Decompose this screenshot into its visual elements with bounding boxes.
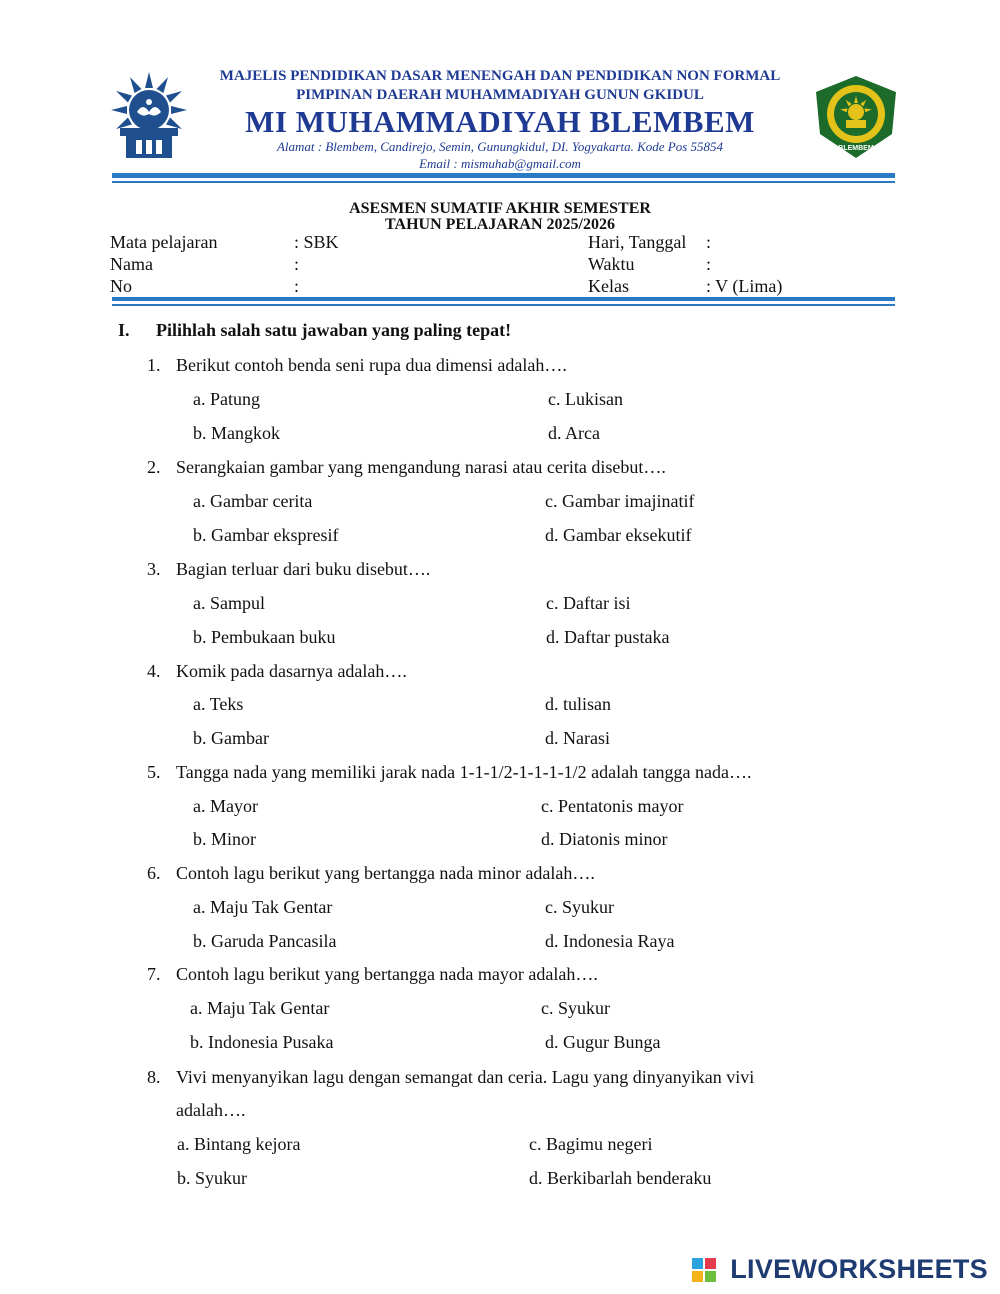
- option-c[interactable]: c. Syukur: [545, 897, 614, 917]
- question-text: Tangga nada yang memiliki jarak nada 1-1-1/2-1-1-1-1/2 adalah tangga nada….: [176, 762, 752, 782]
- question-text: Komik pada dasarnya adalah….: [176, 661, 407, 681]
- info-value-number: :: [294, 276, 300, 296]
- option-d[interactable]: d. Daftar pustaka: [546, 627, 670, 647]
- question-number: 3.: [147, 559, 161, 579]
- info-label-class: Kelas: [588, 276, 629, 296]
- info-label-time: Waktu: [588, 254, 635, 274]
- option-b[interactable]: b. Minor: [193, 829, 256, 849]
- option-b[interactable]: b. Mangkok: [193, 423, 280, 443]
- question-text: Vivi menyanyikan lagu dengan semangat dan ceria. Lagu yang dinyanyikan vivi: [176, 1067, 755, 1087]
- info-value-name: :: [294, 254, 300, 274]
- liveworksheets-logo-icon: [692, 1258, 718, 1282]
- school-address: Alamat : Blembem, Candirejo, Semin, Gunungkidul, DI. Yogyakarta. Kode Pos 55854: [276, 139, 724, 154]
- option-a[interactable]: a. Maju Tak Gentar: [193, 897, 333, 917]
- info-value-date: :: [706, 232, 712, 252]
- question-text: Berikut contoh benda seni rupa dua dimensi adalah….: [176, 355, 567, 375]
- option-b[interactable]: b. Syukur: [177, 1168, 248, 1188]
- option-b[interactable]: b. Pembukaan buku: [193, 627, 336, 647]
- option-d[interactable]: d. Narasi: [545, 728, 610, 748]
- option-b[interactable]: b. Garuda Pancasila: [193, 931, 337, 951]
- question-number: 1.: [147, 355, 161, 375]
- school-email: Email : mismuhab@gmail.com: [419, 156, 581, 171]
- section-number: I.: [118, 320, 130, 340]
- option-c[interactable]: c. Syukur: [541, 998, 610, 1018]
- liveworksheets-brand: LIVEWORKSHEETS: [730, 1254, 988, 1284]
- header-line-2: PIMPINAN DAERAH MUHAMMADIYAH GUNUN GKIDUL: [296, 87, 704, 103]
- header-rule-thick: [112, 173, 895, 178]
- question-number: 2.: [147, 457, 161, 477]
- option-a[interactable]: a. Teks: [193, 694, 244, 714]
- info-value-class: : V (Lima): [706, 276, 783, 296]
- option-c[interactable]: c. Lukisan: [548, 389, 623, 409]
- option-c[interactable]: c. Bagimu negeri: [529, 1134, 653, 1154]
- question-number: 6.: [147, 863, 161, 883]
- exam-title: ASESMEN SUMATIF AKHIR SEMESTER: [349, 200, 651, 217]
- option-a[interactable]: a. Gambar cerita: [193, 491, 313, 511]
- header-line-1: MAJELIS PENDIDIKAN DASAR MENENGAH DAN PENDIDIKAN NON FORMAL: [219, 68, 781, 84]
- info-label-subject: Mata pelajaran: [110, 232, 218, 252]
- right-logo-text: BLEMBEM: [838, 145, 874, 152]
- info-rule-thick: [112, 297, 895, 301]
- option-a[interactable]: a. Bintang kejora: [177, 1134, 301, 1154]
- question-number: 7.: [147, 964, 161, 984]
- option-d[interactable]: d. Indonesia Raya: [545, 931, 675, 951]
- option-a[interactable]: a. Mayor: [193, 796, 258, 816]
- option-c[interactable]: c. Daftar isi: [546, 593, 631, 613]
- question-text: Bagian terluar dari buku disebut….: [176, 559, 431, 579]
- question-number: 8.: [147, 1067, 161, 1087]
- info-rule-thin: [112, 304, 895, 306]
- question-number: 5.: [147, 762, 161, 782]
- info-label-number: No: [110, 276, 132, 296]
- question-text: Contoh lagu berikut yang bertangga nada mayor adalah….: [176, 964, 598, 984]
- option-b[interactable]: b. Gambar ekspresif: [193, 525, 339, 545]
- exam-year: TAHUN PELAJARAN 2025/2026: [385, 216, 615, 233]
- option-d[interactable]: d. Gugur Bunga: [545, 1032, 661, 1052]
- question-number: 4.: [147, 661, 161, 681]
- option-d[interactable]: d. Berkibarlah benderaku: [529, 1168, 712, 1188]
- question-text: Serangkaian gambar yang mengandung narasi atau cerita disebut….: [176, 457, 666, 477]
- option-d[interactable]: d. Gambar eksekutif: [545, 525, 692, 545]
- option-d[interactable]: d. Arca: [548, 423, 600, 443]
- option-a[interactable]: a. Sampul: [193, 593, 265, 613]
- info-value-time: :: [706, 254, 712, 274]
- info-label-date: Hari, Tanggal: [588, 232, 687, 252]
- option-b[interactable]: b. Gambar: [193, 728, 269, 748]
- option-b[interactable]: b. Indonesia Pusaka: [190, 1032, 334, 1052]
- option-d[interactable]: d. Diatonis minor: [541, 829, 668, 849]
- section-instruction: Pilihlah salah satu jawaban yang paling tepat!: [156, 320, 512, 340]
- question-text: Contoh lagu berikut yang bertangga nada minor adalah….: [176, 863, 595, 883]
- option-c[interactable]: c. Pentatonis mayor: [541, 796, 684, 816]
- school-name: MI MUHAMMADIYAH BLEMBEM: [245, 104, 755, 139]
- question-text-continued: adalah….: [176, 1100, 246, 1120]
- option-a[interactable]: a. Patung: [193, 389, 260, 409]
- info-value-subject: : SBK: [294, 232, 339, 252]
- header-rule-thin: [112, 181, 895, 183]
- option-d[interactable]: d. tulisan: [545, 694, 611, 714]
- option-c[interactable]: c. Gambar imajinatif: [545, 491, 695, 511]
- option-a[interactable]: a. Maju Tak Gentar: [190, 998, 330, 1018]
- info-label-name: Nama: [110, 254, 153, 274]
